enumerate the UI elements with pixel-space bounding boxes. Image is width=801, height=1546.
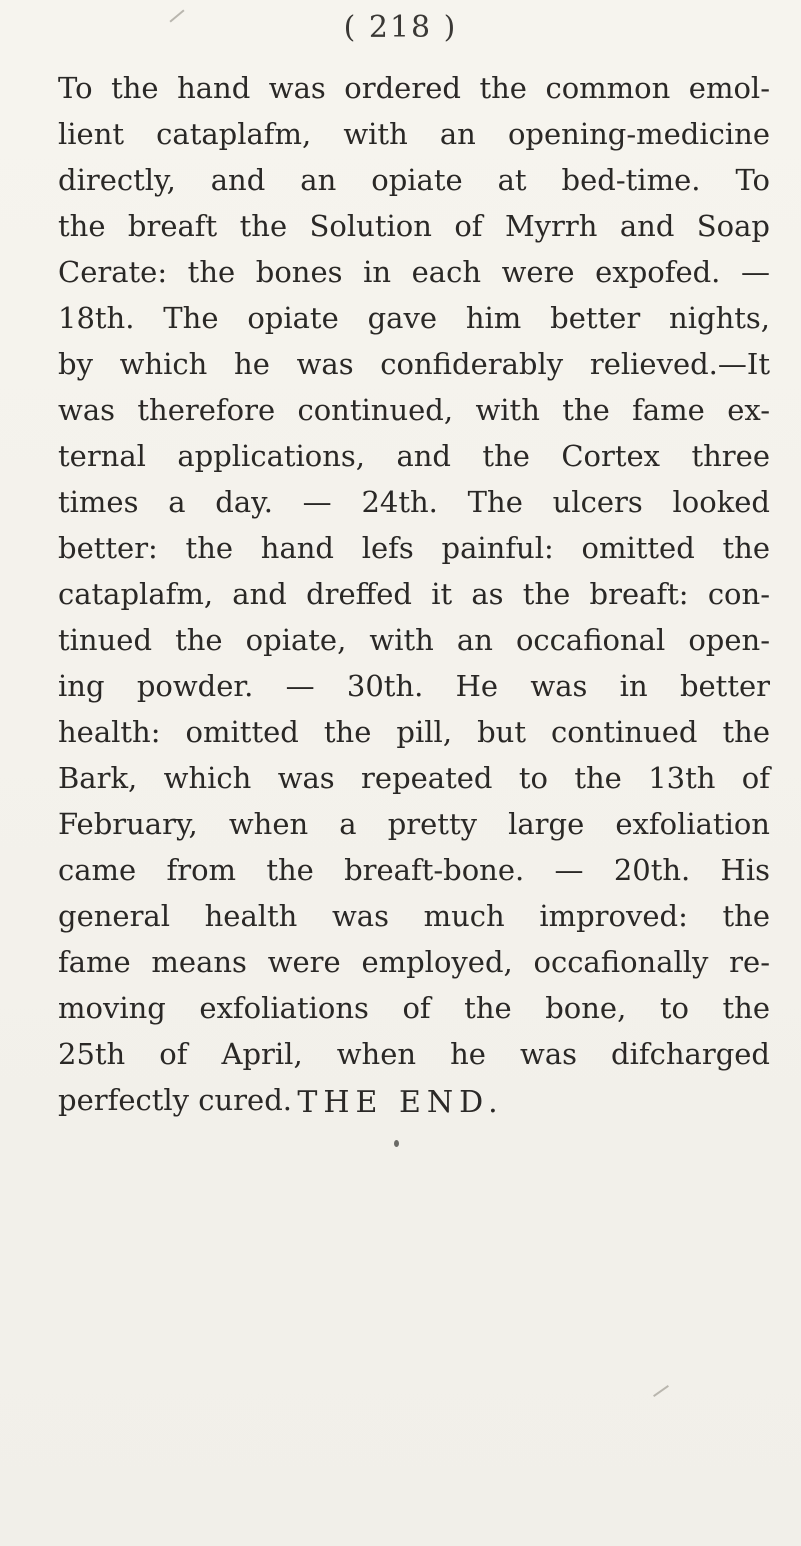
- text-line: moving exfoliations of the bone, to the: [58, 991, 770, 1025]
- text-line-last: perfectly cured.: [58, 1083, 292, 1117]
- text-line: tinued the opiate, with an occafional open-: [58, 623, 770, 657]
- text-line: lient cataplafm, with an opening-medicine: [58, 117, 770, 151]
- text-line: general health was much improved: the: [58, 899, 770, 933]
- page-number-header: ( 218 ): [343, 10, 458, 45]
- text-line: Cerate: the bones in each were expofed. —: [58, 255, 770, 289]
- ink-speck: [394, 1140, 399, 1147]
- text-line: times a day. — 24th. The ulcers looked: [58, 485, 770, 519]
- paper-mark: [653, 1385, 669, 1397]
- text-line: To the hand was ordered the common emol-: [58, 71, 770, 105]
- text-line: came from the breaft-bone. — 20th. His: [58, 853, 770, 887]
- body-text: [58, 65, 770, 1123]
- text-line: ternal applications, and the Cortex three: [58, 439, 770, 473]
- text-line: cataplafm, and dreffed it as the breaft: con-: [58, 577, 770, 611]
- text-line: directly, and an opiate at bed-time. To: [58, 163, 770, 197]
- text-line: fame means were employed, occafionally re-: [58, 945, 770, 979]
- text-line: by which he was confiderably relieved.—It: [58, 347, 770, 381]
- text-line: ing powder. — 30th. He was in better: [58, 669, 770, 703]
- text-line: the breaft the Solution of Myrrh and Soap: [58, 209, 770, 243]
- text-line: Bark, which was repeated to the 13th of: [58, 761, 770, 795]
- text-line: 18th. The opiate gave him better nights,: [58, 301, 770, 335]
- text-line: was therefore continued, with the fame ex-: [58, 393, 770, 427]
- text-line: better: the hand lefs painful: omitted the: [58, 531, 770, 565]
- text-line: 25th of April, when he was difcharged: [58, 1037, 770, 1071]
- text-line: health: omitted the pill, but continued the: [58, 715, 770, 749]
- the-end-text: THE END.: [297, 1085, 504, 1120]
- text-line: February, when a pretty large exfoliation: [58, 807, 770, 841]
